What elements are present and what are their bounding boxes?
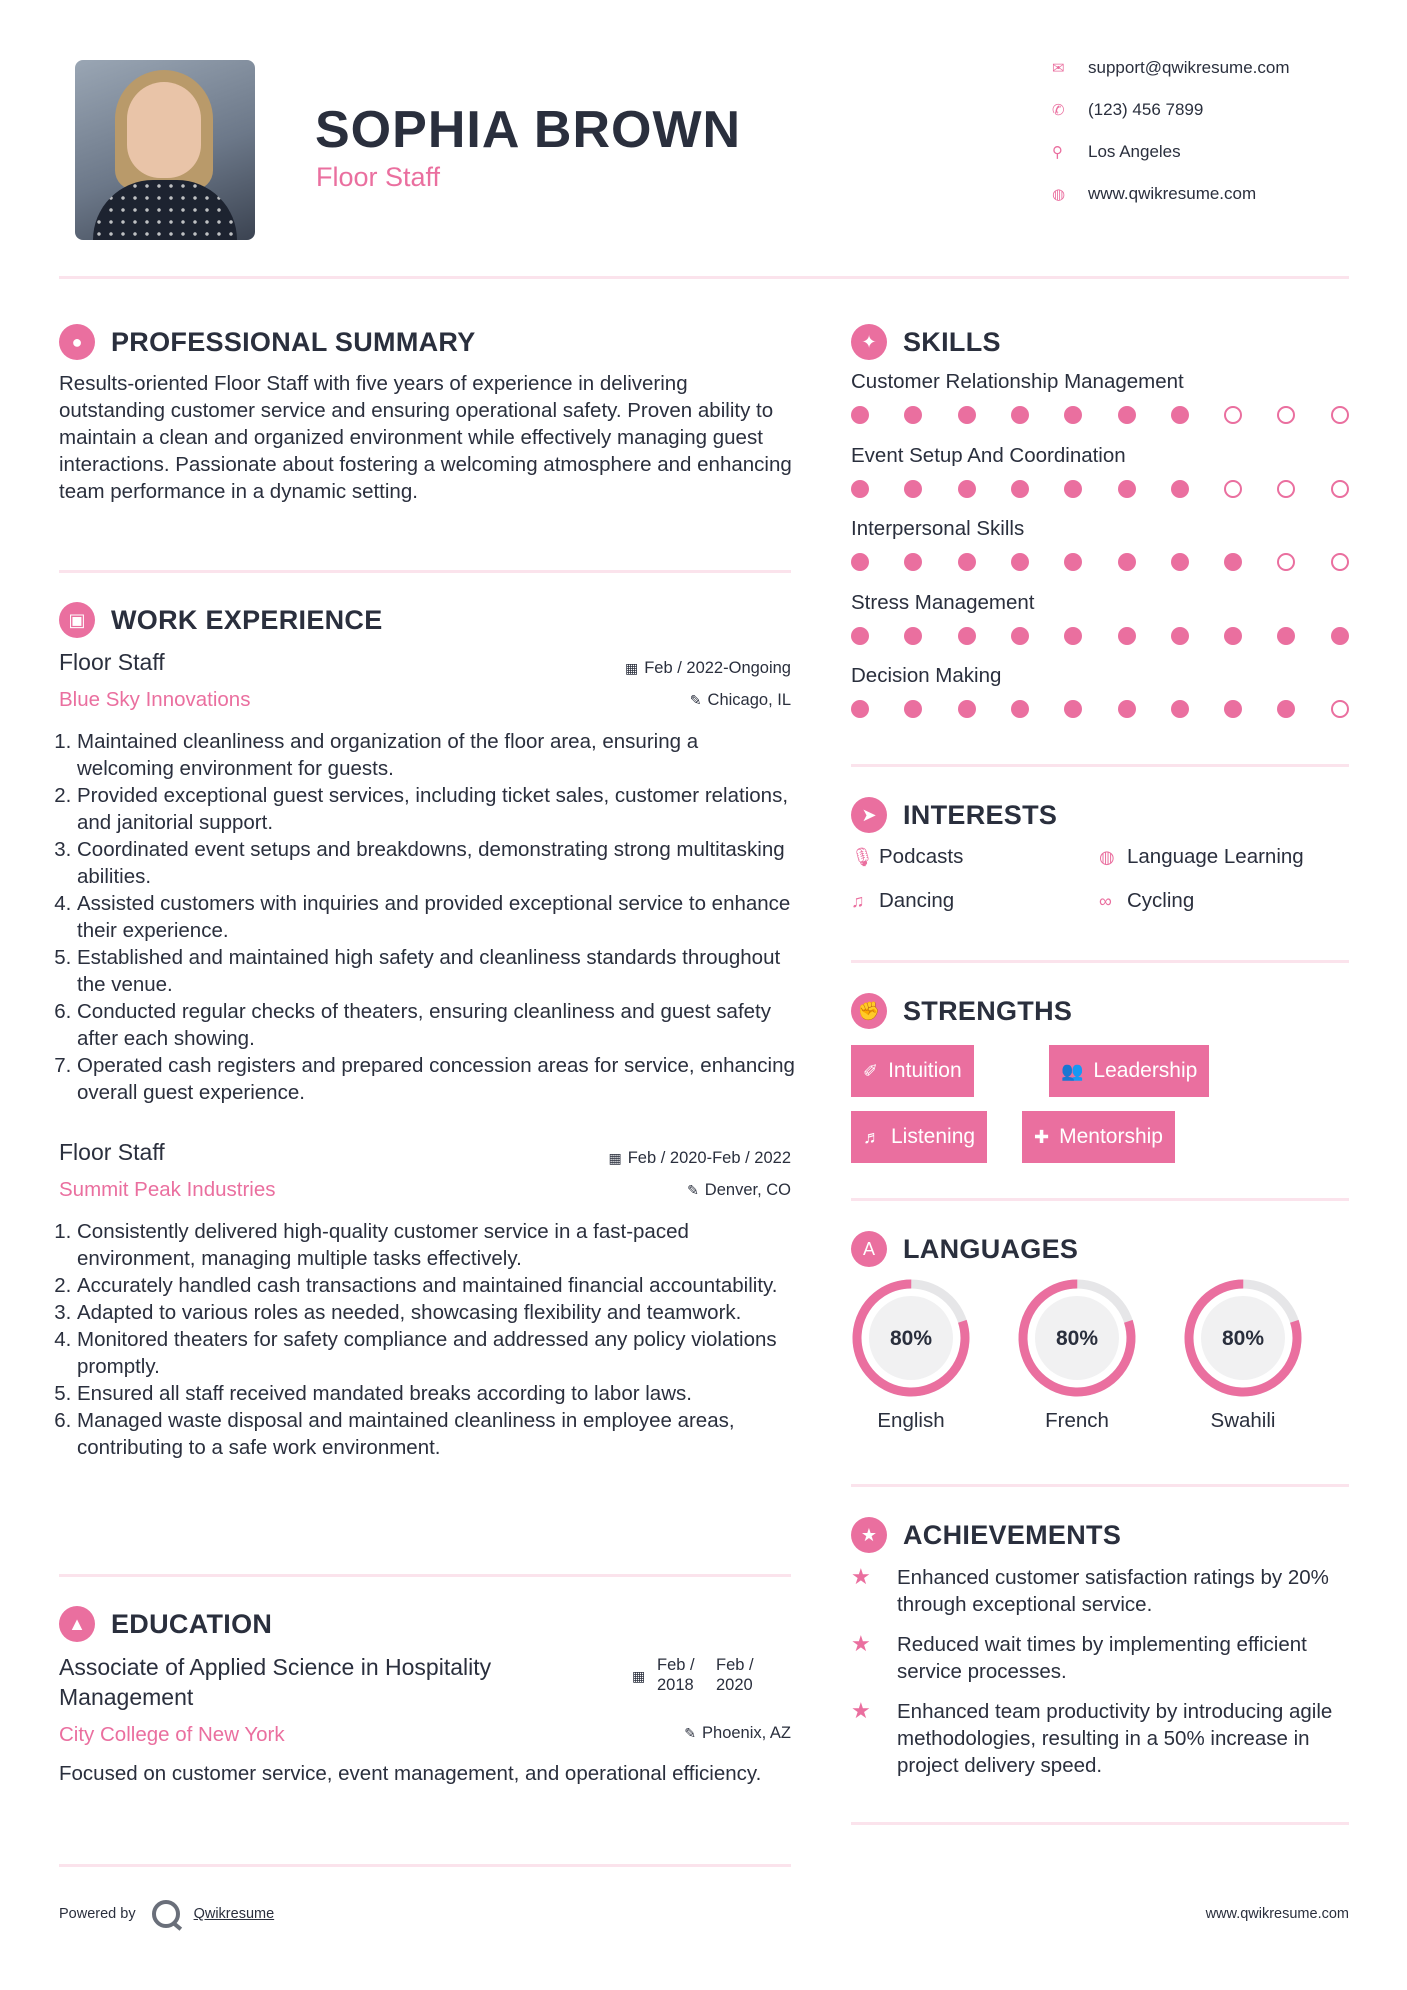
summary-heading	[59, 324, 476, 360]
magic-wand-icon: ✐	[863, 1060, 879, 1081]
skill-dot-empty	[1331, 480, 1349, 498]
strengths-title: STRENGTHS	[903, 995, 1073, 1026]
language-name: French	[1045, 1409, 1109, 1432]
interests-heading	[851, 797, 1057, 833]
job-1-bullet: 2. Provided exceptional guest services, including ticket sales, customer relations, and janitorial support.	[77, 782, 799, 836]
star-icon: ★	[851, 1564, 871, 1589]
strength-label: Leadership	[1093, 1059, 1198, 1082]
strengths-divider	[851, 1198, 1349, 1201]
strength-chip	[851, 1111, 987, 1163]
education-title: EDUCATION	[111, 1608, 273, 1639]
lightbulb-icon: ✦	[851, 324, 887, 360]
job-1-bullet: 7. Operated cash registers and prepared concession areas for service, enhancing overall guest experience.	[77, 1052, 799, 1106]
work-title: WORK EXPERIENCE	[111, 604, 383, 635]
fist-icon: ✊	[851, 993, 887, 1029]
skill-dot-filled	[851, 627, 869, 645]
summary-divider	[59, 570, 791, 573]
achievement-item	[851, 1564, 1351, 1618]
skill-dot-filled	[1118, 700, 1136, 718]
phone-icon: ✆	[1052, 102, 1065, 119]
job-1-company: Blue Sky Innovations	[59, 688, 251, 711]
strength-chip	[1049, 1045, 1209, 1097]
achievements-heading	[851, 1517, 1121, 1553]
header-divider	[59, 276, 1349, 279]
job-2-bullet: 2. Accurately handled cash transactions and maintained financial accountability.	[77, 1272, 799, 1299]
user-icon: ●	[59, 324, 95, 360]
interests-divider	[851, 960, 1349, 963]
interest-item	[1099, 889, 1194, 913]
skill-dot-filled	[1011, 700, 1029, 718]
job-2-bullet: 3. Adapted to various roles as needed, showcasing flexibility and teamwork.	[77, 1299, 799, 1326]
contact-website[interactable]	[1052, 184, 1256, 204]
bicycle-icon: ∞	[1099, 890, 1112, 911]
education-school: City College of New York	[59, 1723, 285, 1746]
skill-dot-filled	[958, 700, 976, 718]
language-gauge	[1182, 1277, 1304, 1399]
skill-dot-filled	[1064, 406, 1082, 424]
job-1-bullets	[59, 728, 799, 1106]
education-heading	[59, 1606, 272, 1642]
star-badge-icon: ★	[851, 1517, 887, 1553]
contact-location-text: Los Angeles	[1088, 142, 1181, 161]
footer-website-text[interactable]: www.qwikresume.com	[1205, 1906, 1349, 1922]
achievement-item	[851, 1631, 1351, 1685]
contact-email[interactable]	[1052, 58, 1290, 78]
interests-title: INTERESTS	[903, 799, 1058, 830]
job-2-bullet: 6. Managed waste disposal and maintained cleanliness in employee areas, contributing to a safe work environment.	[77, 1407, 799, 1461]
contact-phone-text: (123) 456 7899	[1088, 100, 1204, 119]
job-1-bullet: 1. Maintained cleanliness and organization of the floor area, ensuring a welcoming environment for guests.	[77, 728, 799, 782]
skill-dot-filled	[1171, 627, 1189, 645]
interest-label: Dancing	[879, 889, 955, 912]
pushpin-icon: ✎	[684, 1725, 697, 1741]
skill-dot-filled	[851, 480, 869, 498]
language-name: English	[877, 1409, 945, 1432]
interest-label: Podcasts	[879, 845, 964, 868]
footer-powered	[59, 1900, 274, 1928]
photo-pattern	[93, 180, 237, 240]
skill-dot-filled	[958, 406, 976, 424]
achievements-title: ACHIEVEMENTS	[903, 1519, 1122, 1550]
paper-plane-icon: ➤	[851, 797, 887, 833]
interest-label: Language Learning	[1127, 845, 1304, 868]
skill-name: Decision Making	[851, 664, 1002, 687]
skill-dot-filled	[1011, 627, 1029, 645]
language-item	[850, 1277, 972, 1433]
education-start-line1: Feb /	[657, 1656, 695, 1674]
strength-chip	[1022, 1111, 1175, 1163]
job-1-bullet: 6. Conducted regular checks of theaters, ensuring cleanliness and guest safety after each showing.	[77, 998, 799, 1052]
calendar-icon: ▦	[608, 1150, 622, 1166]
skill-dot-filled	[1064, 553, 1082, 571]
languages-title: LANGUAGES	[903, 1233, 1079, 1264]
language-item	[1182, 1277, 1304, 1433]
achievement-text: Enhanced customer satisfaction ratings by 20% through exceptional service.	[897, 1566, 1329, 1616]
skill-dot-filled	[904, 406, 922, 424]
work-divider	[59, 1574, 791, 1577]
skill-dot-filled	[1011, 480, 1029, 498]
contact-phone[interactable]	[1052, 100, 1203, 120]
envelope-icon: ✉	[1052, 60, 1065, 77]
languages-heading	[851, 1231, 1078, 1267]
skill-rating	[851, 553, 1351, 571]
skill-dot-empty	[1331, 700, 1349, 718]
skill-dot-filled	[1224, 553, 1242, 571]
contact-email-text: support@qwikresume.com	[1088, 58, 1290, 77]
strength-chip	[851, 1045, 974, 1097]
skill-dot-filled	[1064, 700, 1082, 718]
skill-dot-filled	[1118, 406, 1136, 424]
job-2-bullet: 5. Ensured all staff received mandated breaks according to labor laws.	[77, 1380, 799, 1407]
achievements-divider	[851, 1822, 1349, 1825]
education-location	[684, 1724, 791, 1743]
calendar-icon: ▦	[632, 1668, 646, 1684]
languages-divider	[851, 1484, 1349, 1487]
education-start	[657, 1655, 695, 1695]
job-2-bullet: 4. Monitored theaters for safety compliance and addressed any policy violations promptly.	[77, 1326, 799, 1380]
globe-icon: ◍	[1099, 846, 1115, 867]
powered-by-text: Powered by	[59, 1906, 136, 1922]
skill-dot-filled	[1118, 553, 1136, 571]
skill-dot-empty	[1277, 480, 1295, 498]
education-divider	[59, 1864, 791, 1867]
education-end	[716, 1655, 754, 1695]
skill-dot-filled	[1118, 480, 1136, 498]
profile-photo	[75, 60, 255, 240]
skill-rating	[851, 406, 1351, 424]
job-2-bullets	[59, 1218, 799, 1461]
skill-rating	[851, 480, 1351, 498]
headphones-icon: ♬	[863, 1126, 881, 1147]
contact-website-text: www.qwikresume.com	[1088, 184, 1257, 203]
language-gauge	[1016, 1277, 1138, 1399]
skill-dot-filled	[1171, 553, 1189, 571]
job-2-location-text: Denver, CO	[704, 1181, 791, 1199]
job-2-dates-text: Feb / 2020-Feb / 2022	[627, 1149, 791, 1167]
skill-dot-filled	[904, 553, 922, 571]
job-1-location-text: Chicago, IL	[707, 691, 791, 709]
brand-link[interactable]: Qwikresume	[193, 1906, 275, 1922]
skill-dot-filled	[958, 553, 976, 571]
skill-dot-filled	[1118, 627, 1136, 645]
strength-label: Mentorship	[1059, 1125, 1163, 1148]
skill-dot-filled	[1171, 406, 1189, 424]
achievement-item	[851, 1698, 1351, 1779]
skill-name: Interpersonal Skills	[851, 517, 1025, 540]
skill-name: Event Setup And Coordination	[851, 443, 1126, 467]
skill-dot-filled	[1064, 480, 1082, 498]
pushpin-icon: ✎	[689, 692, 702, 708]
candidate-name: SOPHIA BROWN	[315, 101, 742, 159]
interest-label: Cycling	[1127, 889, 1195, 912]
candidate-role: Floor Staff	[316, 162, 441, 192]
briefcase-icon: ▣	[59, 602, 95, 638]
microphone-icon: 🎙	[851, 846, 874, 867]
skill-dot-filled	[851, 406, 869, 424]
skills-title: SKILLS	[903, 326, 1001, 357]
skill-dot-filled	[1011, 406, 1029, 424]
contact-location	[1052, 142, 1181, 162]
skills-heading	[851, 324, 1001, 360]
qwikresume-logo-icon	[152, 1900, 180, 1928]
skill-dot-filled	[1171, 480, 1189, 498]
skill-dot-filled	[1224, 700, 1242, 718]
skill-dot-empty	[1224, 406, 1242, 424]
job-1-bullet: 3. Coordinated event setups and breakdowns, demonstrating strong multitasking abilities.	[77, 836, 799, 890]
education-degree: Associate of Applied Science in Hospitality Management	[59, 1654, 492, 1710]
skill-dot-filled	[1224, 627, 1242, 645]
language-gauge	[850, 1277, 972, 1399]
job-2-title: Floor Staff	[59, 1139, 165, 1165]
skill-dot-empty	[1277, 553, 1295, 571]
skill-dot-filled	[1171, 700, 1189, 718]
map-pin-icon: ⚲	[1052, 144, 1063, 161]
education-location-text: Phoenix, AZ	[702, 1724, 791, 1742]
education-start-line2: 2018	[657, 1676, 694, 1694]
gauge-percent: 80%	[889, 1327, 933, 1350]
skill-dot-empty	[1277, 406, 1295, 424]
user-plus-icon: ✚	[1034, 1126, 1050, 1147]
photo-face	[127, 82, 201, 178]
skill-dot-filled	[1011, 553, 1029, 571]
graduation-cap-icon: ▲	[59, 1606, 95, 1642]
gauge-percent: 80%	[1055, 1327, 1099, 1350]
skill-dot-empty	[1331, 406, 1349, 424]
skill-dot-filled	[904, 480, 922, 498]
globe-icon: ◍	[1052, 186, 1066, 203]
job-1-bullet: 5. Established and maintained high safety and cleanliness standards throughout the venue.	[77, 944, 799, 998]
skill-dot-filled	[958, 480, 976, 498]
skill-dot-filled	[904, 627, 922, 645]
skill-dot-filled	[851, 553, 869, 571]
language-item	[1016, 1277, 1138, 1433]
education-end-line1: Feb /	[716, 1656, 754, 1674]
skill-dot-filled	[851, 700, 869, 718]
summary-title: PROFESSIONAL SUMMARY	[111, 326, 476, 357]
skill-rating	[851, 627, 1351, 645]
skill-dot-filled	[1331, 627, 1349, 645]
language-icon: A	[851, 1231, 887, 1267]
skill-dot-filled	[1277, 700, 1295, 718]
skill-dot-filled	[958, 627, 976, 645]
skill-dot-filled	[1064, 627, 1082, 645]
education-end-line2: 2020	[716, 1676, 753, 1694]
strength-label: Listening	[891, 1125, 976, 1148]
job-1-dates-text: Feb / 2022-Ongoing	[644, 659, 791, 677]
job-2-location	[687, 1181, 791, 1200]
achievement-text: Reduced wait times by implementing efficient service processes.	[897, 1633, 1307, 1683]
job-2-company: Summit Peak Industries	[59, 1178, 276, 1201]
summary-text: Results-oriented Floor Staff with five years of experience in delivering outstanding customer service and ensuring operational safety. Proven ability to maintain a clean and organized environment while effectively managing guest interactions. Passionate about fostering a welcoming atmosphere and enhancing team performance in a dynamic setting.	[59, 372, 792, 503]
interest-item	[851, 845, 963, 869]
job-2-dates	[608, 1149, 791, 1168]
skill-dot-filled	[1277, 627, 1295, 645]
skill-name: Stress Management	[851, 590, 1035, 614]
job-1-dates	[625, 659, 791, 678]
skill-name: Customer Relationship Management	[851, 370, 1184, 393]
users-icon: 👥	[1061, 1060, 1084, 1081]
interest-item	[851, 889, 954, 913]
achievement-text: Enhanced team productivity by introducing agile methodologies, resulting in a 50% increase in project delivery speed.	[897, 1700, 1333, 1777]
job-2-bullet: 1. Consistently delivered high-quality customer service in a fast-paced environment, managing multiple tasks effectively.	[77, 1218, 799, 1272]
skill-dot-empty	[1224, 480, 1242, 498]
pushpin-icon: ✎	[687, 1182, 699, 1198]
calendar-icon: ▦	[624, 660, 639, 676]
language-name: Swahili	[1210, 1409, 1276, 1432]
strength-label: Intuition	[888, 1059, 962, 1082]
gauge-percent: 80%	[1221, 1327, 1265, 1350]
music-note-icon: ♫	[851, 890, 865, 911]
work-heading	[59, 602, 383, 638]
job-1-bullet: 4. Assisted customers with inquiries and provided exceptional service to enhance their experience.	[77, 890, 799, 944]
skills-divider	[851, 764, 1349, 767]
skill-dot-empty	[1331, 553, 1349, 571]
interest-item	[1099, 845, 1304, 869]
star-icon: ★	[851, 1631, 871, 1656]
skill-rating	[851, 700, 1351, 718]
footer-website[interactable]	[1206, 1906, 1349, 1922]
strengths-heading	[851, 993, 1072, 1029]
education-text: Focused on customer service, event management, and operational efficiency.	[59, 1762, 762, 1785]
star-icon: ★	[851, 1698, 871, 1723]
skill-dot-filled	[904, 700, 922, 718]
job-1-title: Floor Staff	[59, 649, 165, 675]
job-1-location	[690, 691, 791, 710]
